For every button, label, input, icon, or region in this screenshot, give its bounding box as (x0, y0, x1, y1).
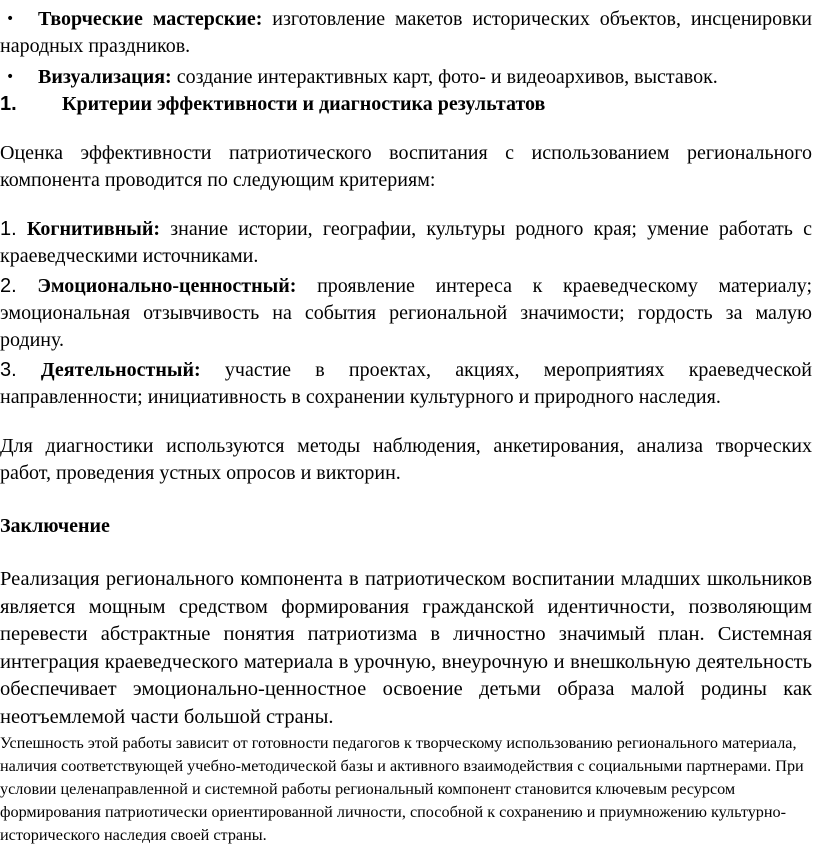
closing-paragraph: Успешность этой работы зависит от готовности педагогов к творческому использованию регионального материала, наличия соответствующей учебно-методической базы и активного взаимодействия с социальными партнерами. При условии целенаправленной и системной работы региональный компонент становится ключевым ресурсом формирования патриотически ориентированной личности, способной к сохранению и приумножению культурно-исторического наследия своей страны. (0, 734, 804, 844)
bullet-title: Визуализация: (38, 66, 172, 88)
bullet-text: изготовление макетов исторических объектов, инсценировки народных праздников. (0, 8, 813, 57)
criterion-emotional (0, 273, 812, 354)
intro-paragraph: Оценка эффективности патриотического воспитания с использованием регионального компонента проводится по следующим критериям: (0, 142, 812, 191)
section-title: Критерии эффективности и диагностика результатов (62, 93, 546, 115)
criterion-text: участие в проектах, акциях, мероприятиях краеведческой направленности; инициативность в сохранении культурного и природного наследия. (0, 359, 813, 408)
bullet-text: создание интерактивных карт, фото- и видеоархивов, выставок. (171, 66, 718, 88)
criterion-number: 3. (0, 359, 17, 381)
bullet-item-workshops (0, 6, 812, 60)
criterion-title: Когнитивный: (26, 218, 161, 240)
criterion-number: 2. (0, 275, 17, 297)
bullet-icon: • (6, 11, 15, 27)
criterion-text: проявление интереса к краеведческому материалу; эмоциональная отзывчивость на события региональной значимости; гордость за малую родину. (0, 275, 812, 351)
criterion-title: Деятельностный: (40, 359, 201, 381)
diagnostics-paragraph: Для диагностики используются методы наблюдения, анкетирования, анализа творческих работ, проведения устных опросов и викторин. (0, 435, 812, 484)
bullet-item-visualization (0, 64, 812, 91)
section-heading (0, 91, 812, 118)
criterion-cognitive (0, 216, 812, 270)
conclusion-heading: Заключение (0, 515, 110, 537)
conclusion-paragraph: Реализация регионального компонента в патриотическом воспитании младших школьников является мощным средством формирования гражданской идентичности, позволяющим перевести абстрактные понятия патриотизма в личностно значимый план. Системная интеграция краеведческого материала в урочную, внеурочную и внешкольную деятельность обеспечивает эмоционально-ценностное освоение детьми образа малой родины как неотъемлемой части большой страны. (0, 568, 812, 728)
criterion-title: Эмоционально-ценностный: (37, 275, 297, 297)
bullet-icon: • (6, 69, 15, 85)
bullet-title: Творческие мастерские: (38, 8, 263, 30)
criterion-text: знание истории, географии, культуры родного края; умение работать с краеведческими источниками. (0, 218, 813, 267)
criterion-activity (0, 357, 812, 411)
section-number: 1. (0, 93, 17, 115)
criterion-number: 1. (0, 218, 17, 240)
